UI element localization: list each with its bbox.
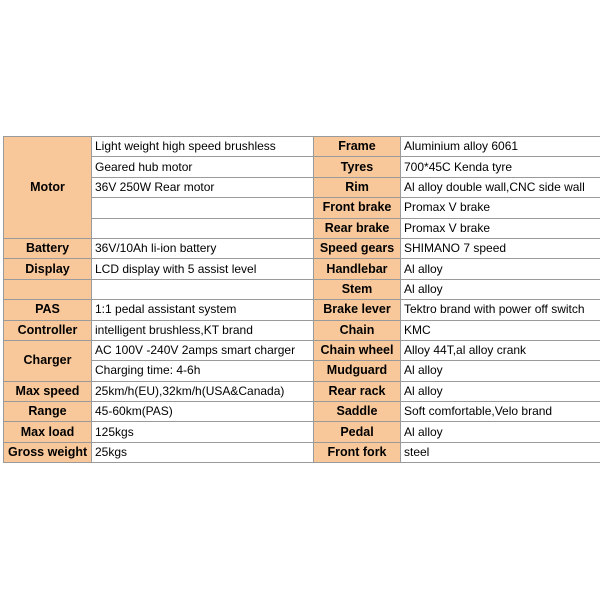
handlebar-value: Al alloy bbox=[401, 259, 600, 279]
motor-value-5 bbox=[92, 218, 314, 238]
battery-label: Battery bbox=[4, 238, 92, 258]
rear-rack-label: Rear rack bbox=[314, 381, 401, 401]
pas-label: PAS bbox=[4, 300, 92, 320]
tyres-value: 700*45C Kenda tyre bbox=[401, 157, 600, 177]
rim-value: Al alloy double wall,CNC side wall bbox=[401, 177, 600, 197]
tyres-label: Tyres bbox=[314, 157, 401, 177]
saddle-value: Soft comfortable,Velo brand bbox=[401, 402, 600, 422]
motor-value-4 bbox=[92, 198, 314, 218]
brake-lever-label: Brake lever bbox=[314, 300, 401, 320]
pedal-label: Pedal bbox=[314, 422, 401, 442]
motor-value-3: 36V 250W Rear motor bbox=[92, 177, 314, 197]
gross-weight-label: Gross weight bbox=[4, 442, 92, 462]
mudguard-value: Al alloy bbox=[401, 361, 600, 381]
display-label: Display bbox=[4, 259, 92, 279]
table-row bbox=[4, 198, 600, 218]
chain-value: KMC bbox=[401, 320, 600, 340]
max-speed-label: Max speed bbox=[4, 381, 92, 401]
front-brake-label: Front brake bbox=[314, 198, 401, 218]
table-row bbox=[4, 442, 600, 462]
table-row bbox=[4, 381, 600, 401]
max-load-label: Max load bbox=[4, 422, 92, 442]
chain-wheel-label: Chain wheel bbox=[314, 340, 401, 360]
motor-label: Motor bbox=[4, 137, 92, 239]
charger-value-1: AC 100V -240V 2amps smart charger bbox=[92, 340, 314, 360]
table-row bbox=[4, 259, 600, 279]
max-speed-value: 25km/h(EU),32km/h(USA&Canada) bbox=[92, 381, 314, 401]
stem-value: Al alloy bbox=[401, 279, 600, 299]
blank-value bbox=[92, 279, 314, 299]
front-fork-label: Front fork bbox=[314, 442, 401, 462]
front-fork-value: steel bbox=[401, 442, 600, 462]
motor-value-1: Light weight high speed brushless bbox=[92, 137, 314, 157]
table-row bbox=[4, 238, 600, 258]
front-brake-value: Promax V brake bbox=[401, 198, 600, 218]
table-row bbox=[4, 279, 600, 299]
table-row bbox=[4, 177, 600, 197]
frame-value: Aluminium alloy 6061 bbox=[401, 137, 600, 157]
brake-lever-value: Tektro brand with power off switch bbox=[401, 300, 600, 320]
pedal-value: Al alloy bbox=[401, 422, 600, 442]
table-row bbox=[4, 157, 600, 177]
saddle-label: Saddle bbox=[314, 402, 401, 422]
controller-value: intelligent brushless,KT brand bbox=[92, 320, 314, 340]
rear-brake-label: Rear brake bbox=[314, 218, 401, 238]
speed-gears-value: SHIMANO 7 speed bbox=[401, 238, 600, 258]
table-row bbox=[4, 218, 600, 238]
range-value: 45-60km(PAS) bbox=[92, 402, 314, 422]
table-row bbox=[4, 137, 600, 157]
mudguard-label: Mudguard bbox=[314, 361, 401, 381]
motor-value-2: Geared hub motor bbox=[92, 157, 314, 177]
table-row bbox=[4, 361, 600, 381]
rear-rack-value: Al alloy bbox=[401, 381, 600, 401]
rear-brake-value: Promax V brake bbox=[401, 218, 600, 238]
table-row bbox=[4, 300, 600, 320]
spec-table bbox=[3, 136, 600, 463]
table-row bbox=[4, 320, 600, 340]
speed-gears-label: Speed gears bbox=[314, 238, 401, 258]
blank-label bbox=[4, 279, 92, 299]
chain-label: Chain bbox=[314, 320, 401, 340]
table-row bbox=[4, 402, 600, 422]
table-row bbox=[4, 340, 600, 360]
range-label: Range bbox=[4, 402, 92, 422]
table-row bbox=[4, 422, 600, 442]
rim-label: Rim bbox=[314, 177, 401, 197]
pas-value: 1:1 pedal assistant system bbox=[92, 300, 314, 320]
charger-value-2: Charging time: 4-6h bbox=[92, 361, 314, 381]
gross-weight-value: 25kgs bbox=[92, 442, 314, 462]
handlebar-label: Handlebar bbox=[314, 259, 401, 279]
display-value: LCD display with 5 assist level bbox=[92, 259, 314, 279]
controller-label: Controller bbox=[4, 320, 92, 340]
charger-label: Charger bbox=[4, 340, 92, 381]
max-load-value: 125kgs bbox=[92, 422, 314, 442]
chain-wheel-value: Alloy 44T,al alloy crank bbox=[401, 340, 600, 360]
battery-value: 36V/10Ah li-ion battery bbox=[92, 238, 314, 258]
frame-label: Frame bbox=[314, 137, 401, 157]
stem-label: Stem bbox=[314, 279, 401, 299]
